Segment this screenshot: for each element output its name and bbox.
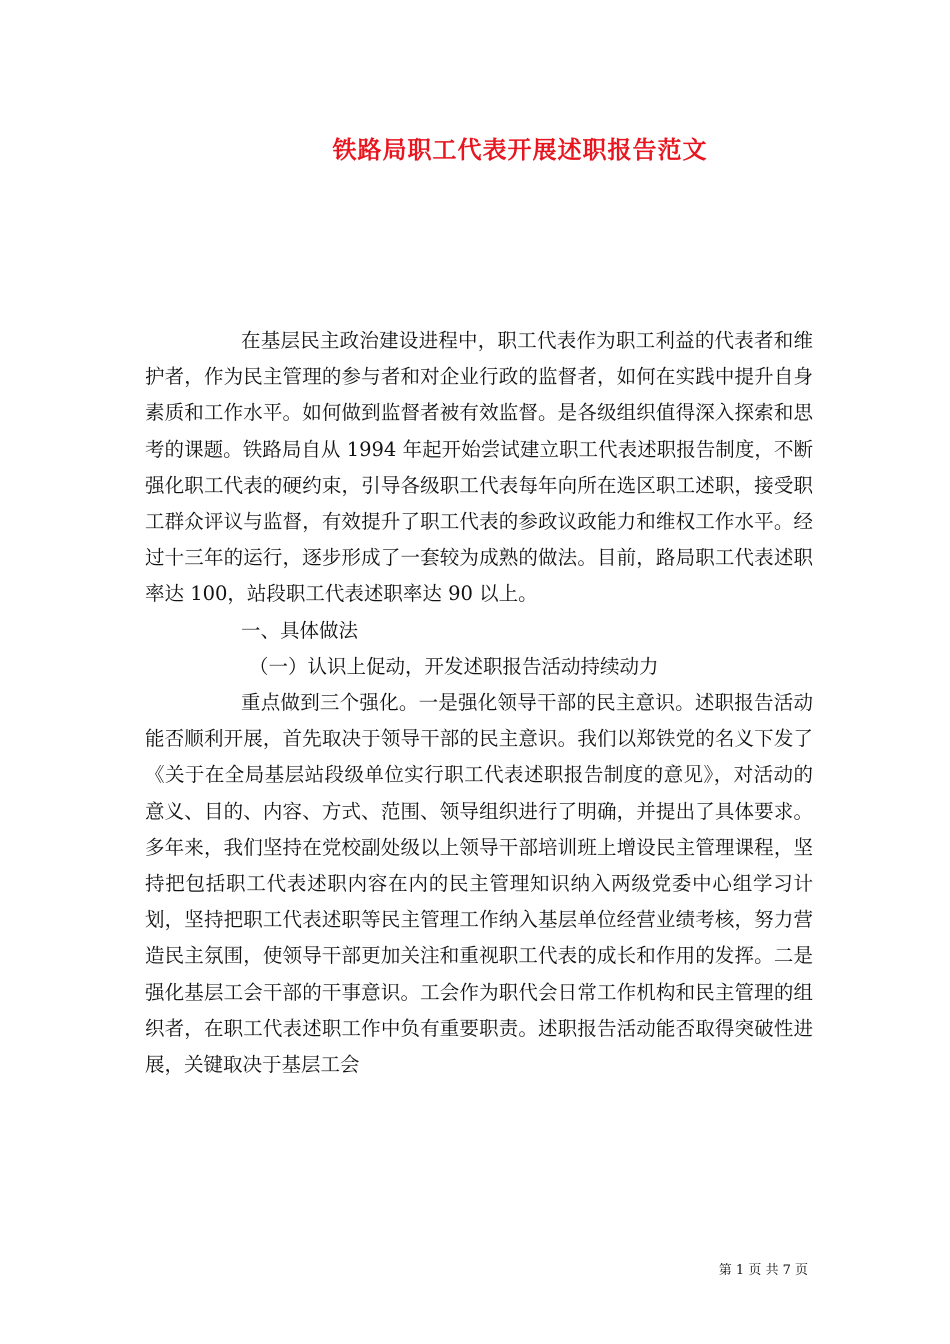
subsection-heading: （一）认识上促动，开发述职报告活动持续动力: [249, 654, 659, 678]
body-paragraph: 重点做到三个强化。一是强化领导干部的民主意识。述职报告活动能否顺利开展，首先取决于领导干部的民主意识。我们以郑铁党的名义下发了《关于在全局基层站段级单位实行职工代表述职报告制度的意见》，对活动的意义、目的、内容、方式、范围、领导组织进行了明确，并提出了具体要求。多年来，我们坚持在党校副处级以上领导干部培训班上增设民主管理课程，坚持把包括职工代表述职内容在内的民主管理知识纳入两级党委中心组学习计划，坚持把职工代表述职等民主管理工作纳入基层单位经营业绩考核，努力营造民主氛围，使领导干部更加关注和重视职工代表的成长和作用的发挥。二是强化基层工会干部的干事意识。工会作为职代会日常工作机构和民主管理的组织者，在职工代表述职工作中负有重要职责。述职报告活动能否取得突破性进展，关键取决于基层工会: [145, 691, 813, 1077]
page-footer: 第 1 页 共 7 页: [718, 1263, 808, 1278]
intro-paragraph: 在基层民主政治建设进程中，职工代表作为职工利益的代表者和维护者，作为民主管理的参与者和对企业行政的监督者，如何在实践中提升自身素质和工作水平。如何做到监督者被有效监督。是各级组织值得深入探索和思考的课题。铁路局自从 1994 年起开始尝试建立职工代表述职报告制度，不断强化职工代表的硬约束，引导各级职工代表每年向所在选区职工述职，接受职工群众评议与监督，有效提升了职工代表的参政议政能力和维权工作水平。经过十三年的运行，逐步形成了一套较为成熟的做法。目前，路局职工代表述职率达 100，站段职工代表述职率达 90 以上。: [145, 329, 813, 606]
section-heading: 一、具体做法: [241, 618, 359, 642]
document-body: [145, 323, 813, 1083]
document-title: 铁路局职工代表开展述职报告范文: [332, 135, 708, 164]
